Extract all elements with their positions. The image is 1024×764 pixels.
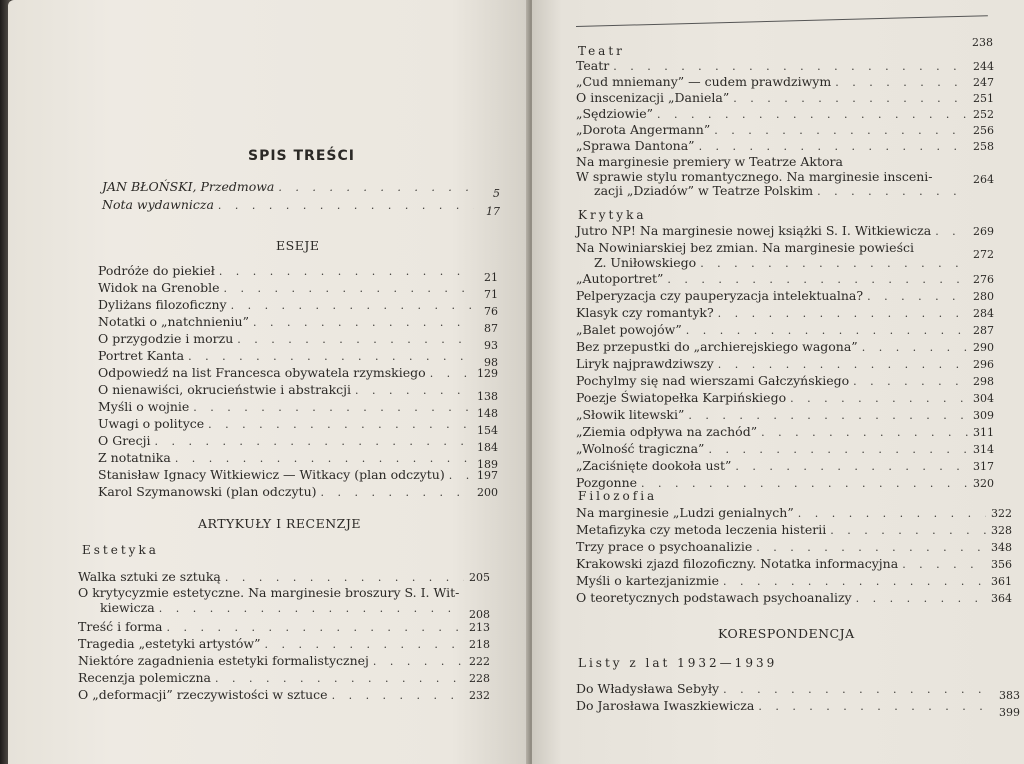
toc-entry-title: Liryk najprawdziwszy (576, 356, 714, 371)
toc-entry-title: Niektóre zagadnienia estetyki formalistycznej (78, 653, 369, 668)
toc-entry-page: 200 (477, 486, 498, 499)
toc-entry-page: 383 (999, 689, 1020, 702)
leader-dots (193, 401, 472, 415)
toc-entry-page: 356 (991, 558, 1012, 571)
toc-entry-title: Na marginesie premiery w Teatrze Aktora (576, 154, 843, 169)
toc-entry-title: JAN BŁOŃSKI, Przedmowa (102, 179, 275, 194)
leader-dots (265, 638, 465, 652)
leader-dots (718, 307, 968, 321)
leader-dots (667, 273, 968, 287)
toc-entry-page: 252 (973, 108, 994, 121)
toc-entry-page: 317 (973, 460, 994, 473)
toc-entry-page: 298 (973, 375, 994, 388)
toc-entry-title: Karol Szymanowski (plan odczytu) (98, 484, 317, 499)
toc-entry (576, 272, 994, 287)
toc-entry-title: Do Jarosława Iwaszkiewicza (576, 698, 755, 713)
toc-entry-title: Myśli o wojnie (98, 399, 190, 414)
toc-entry-page: 361 (991, 575, 1012, 588)
toc-entry (98, 450, 498, 471)
toc-entry (576, 557, 1012, 572)
toc-entry-title: Metafizyka czy metoda leczenia histerii (576, 522, 827, 537)
toc-entry (78, 570, 490, 585)
toc-entry-title: O nienawiści, okrucieństwie i abstrakcji (98, 382, 352, 397)
toc-entry (98, 468, 498, 483)
toc-entry-title: „Słowik litewski” (576, 407, 685, 422)
leader-dots (699, 140, 968, 154)
toc-entry (98, 297, 498, 318)
toc-entry (78, 637, 490, 652)
toc-entry-title: Myśli o kartezjanizmie (576, 573, 719, 588)
toc-entry-page: 290 (973, 341, 994, 354)
toc-entry-title: Bez przepustki do „archierejskiego wagona” (576, 339, 858, 354)
leader-dots (700, 257, 968, 271)
toc-entry-page: 197 (477, 469, 498, 482)
toc-entry-title: „Cud mniemany” — cudem prawdziwym (576, 74, 832, 89)
leader-dots (817, 185, 968, 199)
toc-entry-page: 284 (973, 307, 994, 320)
leader-dots (332, 689, 464, 703)
toc-entry-page: 276 (973, 273, 994, 286)
toc-entry-title: Trzy prace o psychoanalizie (576, 539, 753, 554)
toc-entry-title-line2: Z. Uniłowskiego (594, 255, 697, 270)
toc-entry-title: „Sędziowie” (576, 106, 654, 121)
toc-entry-title: „Wolność tragiczna” (576, 441, 705, 456)
toc-entry-title: Treść i forma (78, 619, 163, 634)
toc-entry-page: 280 (973, 290, 994, 303)
toc-entry-page: 314 (973, 443, 994, 456)
toc-entry-page: 213 (469, 621, 490, 634)
toc-entry-title: Krakowski zjazd filozoficzny. Notatka informacyjna (576, 556, 899, 571)
toc-entry-title: Z notatnika (98, 450, 171, 465)
toc-entry-title: Na marginesie „Ludzi genialnych” (576, 505, 794, 520)
subsection-heading-philosophy: Filozofia (578, 489, 658, 503)
toc-entry-page: 5 (493, 187, 500, 200)
leader-dots (835, 76, 968, 90)
toc-entry (576, 442, 994, 457)
toc-entry (576, 123, 994, 138)
toc-entry-page: 148 (477, 407, 498, 420)
toc-entry-title: O przygodzie i morzu (98, 331, 234, 346)
toc-entry-page: 247 (973, 76, 994, 89)
toc-entry (576, 574, 1012, 589)
toc-entry-page: 17 (486, 205, 500, 218)
toc-entry-title: Walka sztuki ze sztuką (78, 569, 221, 584)
leader-dots (761, 426, 968, 440)
toc-entry-page: 258 (973, 140, 994, 153)
header-rule (576, 15, 988, 27)
toc-entry (98, 263, 498, 284)
leader-dots (373, 655, 464, 669)
toc-entry-page: 364 (991, 592, 1012, 605)
toc-entry (98, 416, 498, 437)
toc-entry-title: Portret Kanta (98, 348, 185, 363)
leader-dots (867, 290, 968, 304)
leader-dots (758, 700, 994, 714)
toc-entry-page: 189 (477, 458, 498, 471)
toc-entry-page: 322 (991, 507, 1012, 520)
toc-entry-title: Pozgonne (576, 475, 638, 490)
leader-dots (430, 367, 472, 381)
leader-dots (231, 299, 472, 313)
toc-entry (594, 248, 994, 271)
toc-entry-page: 184 (477, 441, 498, 454)
toc-entry (98, 485, 498, 500)
toc-entry-title: Widok na Grenoble (98, 280, 220, 295)
toc-entry-page: 218 (469, 638, 490, 651)
toc-entry-title: Do Władysława Sebyły (576, 681, 720, 696)
toc-entry (576, 698, 1020, 719)
toc-entry (576, 139, 994, 154)
leader-dots (756, 541, 986, 555)
toc-entry (576, 540, 1012, 555)
toc-entry-title-line2: zacji „Dziadów” w Teatrze Polskim (594, 183, 814, 198)
leader-dots (862, 341, 968, 355)
toc-entry-title: „Sprawa Dantona” (576, 138, 695, 153)
left-page (8, 0, 530, 764)
toc-entry-title: „Dorota Angermann” (576, 122, 711, 137)
toc-entry (78, 671, 490, 686)
leader-dots (613, 60, 968, 74)
toc-entry-title: „Zaciśnięte dookoła ust” (576, 458, 732, 473)
toc-entry (98, 399, 498, 420)
toc-entry-page: 21 (484, 271, 498, 284)
leader-dots (159, 602, 464, 616)
toc-entry-page: 154 (477, 424, 498, 437)
toc-entry-page: 399 (999, 706, 1020, 719)
leader-dots (175, 452, 472, 466)
toc-entry-page: 269 (973, 225, 994, 238)
leader-dots (167, 621, 464, 635)
toc-entry-page: 208 (469, 608, 490, 621)
toc-entry-title-line1: Na Nowiniarskiej bez zmian. Na marginesie powieści (576, 240, 914, 255)
toc-entry-page: 228 (469, 672, 490, 685)
toc-entry-title: Jutro NP! Na marginesie nowej książki S. I. Witkiewicza (576, 223, 932, 238)
toc-entry (576, 391, 994, 406)
toc-entry-title: Poezje Światopełka Karpińskiego (576, 390, 787, 405)
subsection-heading-theatre: Teatr (578, 44, 625, 58)
toc-entry (78, 620, 490, 635)
leader-dots (790, 392, 968, 406)
toc-entry-title: Pelperyzacja czy pauperyzacja intelektualna? (576, 288, 864, 303)
leader-dots (735, 460, 968, 474)
toc-entry-page: 264 (973, 173, 994, 186)
toc-entry (98, 366, 498, 381)
section-heading-correspondence: KORESPONDENCJA (718, 626, 855, 641)
toc-entry-page: 76 (484, 305, 498, 318)
toc-entry-page: 222 (469, 655, 490, 668)
leader-dots (830, 524, 986, 538)
leader-dots (224, 282, 472, 296)
leader-dots (723, 683, 994, 697)
leader-dots (225, 571, 464, 585)
toc-entry-page: 309 (973, 409, 994, 422)
toc-entry-preface (102, 179, 500, 200)
leader-dots (723, 575, 986, 589)
toc-entry-title: Nota wydawnicza (102, 197, 214, 212)
toc-entry-page: 138 (477, 390, 498, 403)
right-page (532, 0, 1024, 764)
leader-dots (208, 418, 472, 432)
leader-dots (321, 486, 473, 500)
toc-entry (576, 323, 994, 338)
toc-entry (576, 523, 1012, 538)
leader-dots (188, 350, 472, 364)
toc-entry-title: Podróże do piekieł (98, 263, 215, 278)
toc-entry (98, 280, 498, 301)
toc-entry-title: „Ziemia odpływa na zachód” (576, 424, 758, 439)
toc-entry (576, 107, 994, 122)
toc-entry-page: 232 (469, 689, 490, 702)
toc-entry-note (102, 197, 500, 218)
toc-entry (98, 314, 498, 335)
leader-dots (278, 181, 474, 195)
toc-entry-page: 311 (973, 426, 994, 439)
toc-entry-page: 93 (484, 339, 498, 352)
subsection-heading-criticism: Krytyka (578, 208, 647, 222)
toc-entry-page: 238 (972, 36, 993, 49)
leader-dots (714, 124, 968, 138)
toc-entry-page: 287 (973, 324, 994, 337)
toc-entry-title: O „deformacji” rzeczywistości w sztuce (78, 687, 328, 702)
leader-dots (856, 592, 986, 606)
toc-entry-page: 251 (973, 92, 994, 105)
toc-entry-page: 256 (973, 124, 994, 137)
toc-entry-page: 98 (484, 356, 498, 369)
toc-entry (78, 654, 490, 669)
toc-entry-title: Teatr (576, 58, 610, 73)
toc-entry (576, 459, 994, 474)
toc-entry-title: Dyliżans filozoficzny (98, 297, 227, 312)
leader-dots (708, 443, 968, 457)
toc-entry (78, 688, 490, 703)
toc-entry-title-line1: O krytycyzmie estetyczne. Na marginesie broszury S. I. Wit- (78, 585, 460, 600)
toc-entry (576, 75, 994, 90)
toc-entry-page: 244 (973, 60, 994, 73)
leader-dots (449, 469, 472, 483)
toc-entry-title: Pochylmy się nad wierszami Gałczyńskiego (576, 373, 850, 388)
toc-entry (576, 591, 1012, 606)
toc-entry (576, 224, 994, 239)
toc-entry (98, 331, 498, 352)
toc-entry (576, 357, 994, 372)
toc-entry (576, 506, 1012, 521)
leader-dots (686, 324, 968, 338)
toc-entry-title: Stanisław Ignacy Witkiewicz — Witkacy (plan odczytu) (98, 467, 445, 482)
leader-dots (718, 358, 968, 372)
toc-entry-page: 272 (973, 248, 994, 261)
toc-entry-page: 205 (469, 571, 490, 584)
section-heading-articles: ARTYKUŁY I RECENZJE (198, 516, 361, 531)
toc-entry (576, 374, 994, 389)
toc-entry (576, 289, 994, 304)
leader-dots (798, 507, 986, 521)
toc-entry-title: Tragedia „estetyki artystów” (78, 636, 261, 651)
toc-entry-page: 129 (477, 367, 498, 380)
leader-dots (641, 477, 968, 491)
toc-entry-page: 304 (973, 392, 994, 405)
leader-dots (355, 384, 472, 398)
leader-dots (688, 409, 968, 423)
leader-dots (657, 108, 968, 122)
toc-entry (98, 348, 498, 369)
toc-entry-page: 296 (973, 358, 994, 371)
toc-entry-title: Klasyk czy romantyk? (576, 305, 714, 320)
toc-entry-title-line1: W sprawie stylu romantycznego. Na marginesie insceni- (576, 169, 933, 184)
toc-entry-page: 320 (973, 477, 994, 490)
leader-dots (853, 375, 968, 389)
leader-dots (902, 558, 986, 572)
section-heading-essays: ESEJE (276, 238, 320, 253)
toc-entry-title: Notatki o „natchnieniu” (98, 314, 249, 329)
toc-entry-page: 71 (484, 288, 498, 301)
toc-entry (576, 408, 994, 423)
toc-entry (98, 433, 498, 454)
leader-dots (218, 199, 474, 213)
toc-entry (100, 600, 490, 621)
toc-entry (576, 59, 994, 74)
toc-entry-title: O Grecji (98, 433, 151, 448)
subsection-heading-aesthetics: Estetyka (82, 543, 159, 557)
toc-entry (576, 681, 1020, 702)
toc-entry-title: Odpowiedź na list Francesca obywatela rzymskiego (98, 365, 426, 380)
toc-entry-page: 87 (484, 322, 498, 335)
page-title: SPIS TREŚCI (248, 148, 355, 164)
toc-entry-title: O teoretycznych podstawach psychoanalizy (576, 590, 852, 605)
leader-dots (237, 333, 472, 347)
subsection-heading-letters: Listy z lat 1932—1939 (578, 656, 778, 670)
toc-entry-title: „Balet powojów” (576, 322, 682, 337)
toc-entry-title: O inscenizacji „Daniela” (576, 90, 730, 105)
toc-entry (98, 382, 498, 403)
leader-dots (154, 435, 472, 449)
toc-entry (576, 91, 994, 106)
toc-entry (576, 340, 994, 355)
toc-entry-title: Uwagi o polityce (98, 416, 205, 431)
leader-dots (215, 672, 464, 686)
leader-dots (733, 92, 968, 106)
toc-entry-title-line2: kiewicza (100, 600, 155, 615)
toc-entry (576, 306, 994, 321)
toc-entry-page: 348 (991, 541, 1012, 554)
leader-dots (219, 265, 472, 279)
toc-entry (576, 425, 994, 440)
leader-dots (935, 225, 968, 239)
toc-entry-title: „Autoportret” (576, 271, 664, 286)
toc-entry-page: 328 (991, 524, 1012, 537)
toc-entry-title: Recenzja polemiczna (78, 670, 212, 685)
leader-dots (253, 316, 472, 330)
